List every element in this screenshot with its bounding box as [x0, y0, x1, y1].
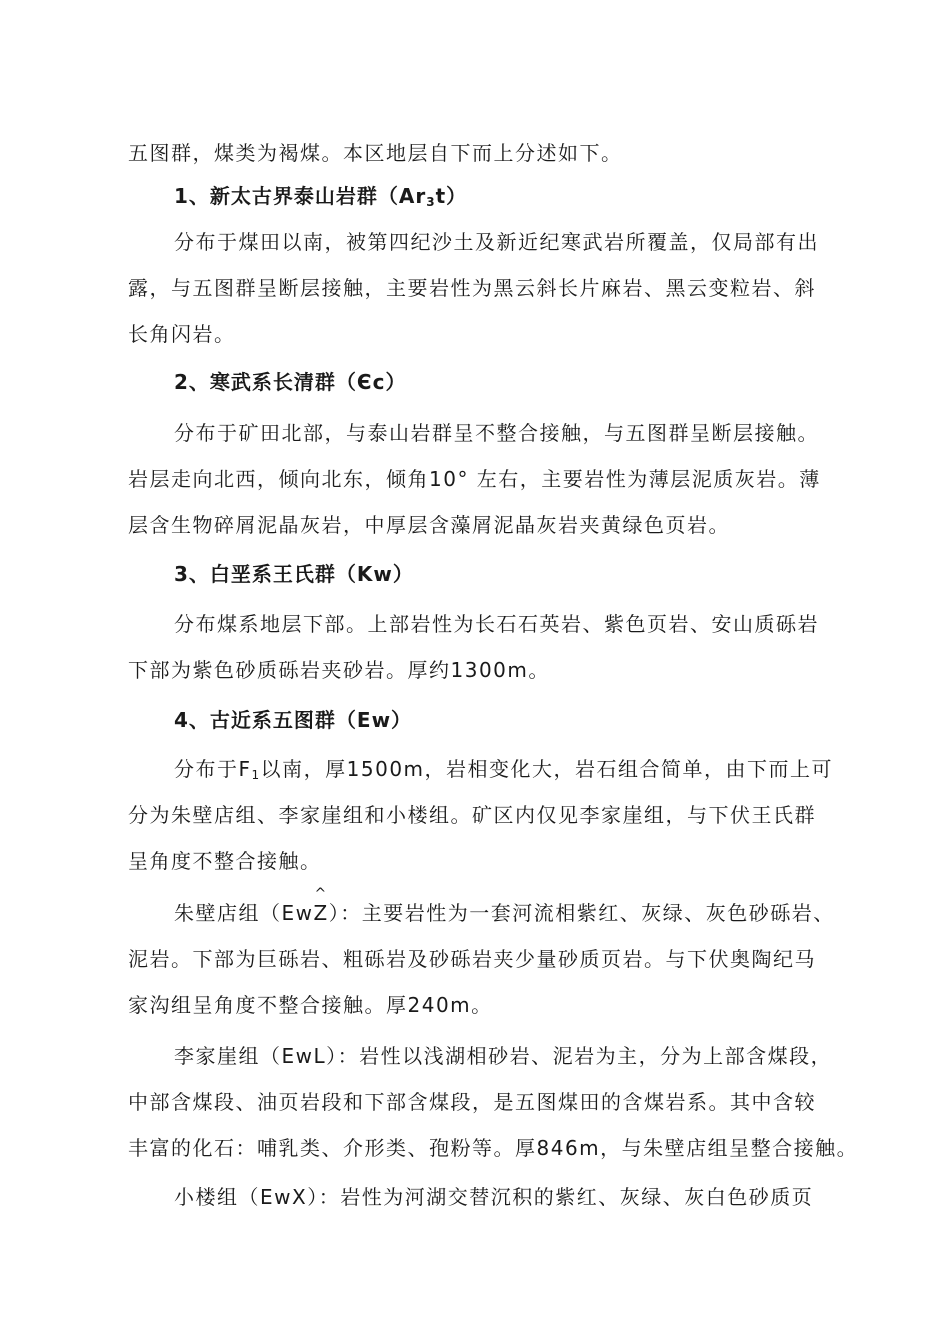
paragraph-line: 呈角度不整合接触。: [128, 849, 322, 873]
paragraph-line: 露，与五图群呈断层接触，主要岩性为黑云斜长片麻岩、黑云变粒岩、斜: [128, 276, 816, 300]
paragraph-line: 层含生物碎屑泥晶灰岩，中厚层含藻屑泥晶灰岩夹黄绿色页岩。: [128, 513, 730, 537]
text-run: 朱壁店组（Ew: [174, 901, 314, 925]
paragraph-line: 分布于矿田北部，与泰山岩群呈不整合接触，与五图群呈断层接触。: [174, 421, 819, 445]
hat-letter: ^ Z: [314, 899, 329, 927]
section-heading-2: 2、寒武系长清群（Єc）: [174, 370, 407, 394]
text-run: 以南，厚1500m，岩相变化大，岩石组合简单，由下而上可: [260, 757, 834, 781]
paragraph-line: 分布于煤田以南，被第四纪沙土及新近纪寒武岩所覆盖，仅局部有出: [174, 230, 819, 254]
paragraph-line: 岩层走向北西，倾向北东，倾角10° 左右，主要岩性为薄层泥质灰岩。薄: [128, 467, 821, 491]
paragraph-line: 长角闪岩。: [128, 322, 236, 346]
paragraph-line: 分为朱壁店组、李家崖组和小楼组。矿区内仅见李家崖组，与下伏王氏群: [128, 803, 816, 827]
heading-text: 1、新太古界泰山岩群（Ar: [174, 184, 427, 208]
subscript: 1: [251, 768, 261, 782]
paragraph-line: 李家崖组（EwL）：岩性以浅湖相砂岩、泥岩为主，分为上部含煤段，: [174, 1044, 833, 1068]
paragraph-line: [174, 899, 835, 927]
paragraph-line: 下部为紫色砂质砾岩夹砂岩。厚约1300m。: [128, 658, 550, 682]
subscript: 3: [426, 195, 436, 209]
paragraph-line: 分布煤系地层下部。上部岩性为长石石英岩、紫色页岩、安山质砾岩: [174, 612, 819, 636]
text-run: 分布于F: [174, 757, 252, 781]
paragraph-line: 中部含煤段、油页岩段和下部含煤段，是五图煤田的含煤岩系。其中含较: [128, 1090, 816, 1114]
section-heading-4: 4、古近系五图群（Ew）: [174, 708, 413, 732]
heading-text: t）: [435, 184, 468, 208]
section-heading-3: 3、白垩系王氏群（Kw）: [174, 562, 414, 586]
paragraph-line: 五图群，煤类为褐煤。本区地层自下而上分述如下。: [128, 141, 623, 165]
paragraph-line: 泥岩。下部为巨砾岩、粗砾岩及砂砾岩夹少量砂质页岩。与下伏奥陶纪马: [128, 947, 816, 971]
paragraph-line: 家沟组呈角度不整合接触。厚240m。: [128, 993, 493, 1017]
paragraph-line: 丰富的化石：哺乳类、介形类、孢粉等。厚846m，与朱壁店组呈整合接触。: [128, 1136, 859, 1160]
text-run: ）：主要岩性为一套河流相紫红、灰绿、灰色砂砾岩、: [328, 901, 835, 925]
paragraph-line: 小楼组（EwX）：岩性为河湖交替沉积的紫红、灰绿、灰白色砂质页: [174, 1185, 814, 1209]
section-heading-1: [174, 182, 467, 210]
paragraph-line: [174, 755, 833, 783]
